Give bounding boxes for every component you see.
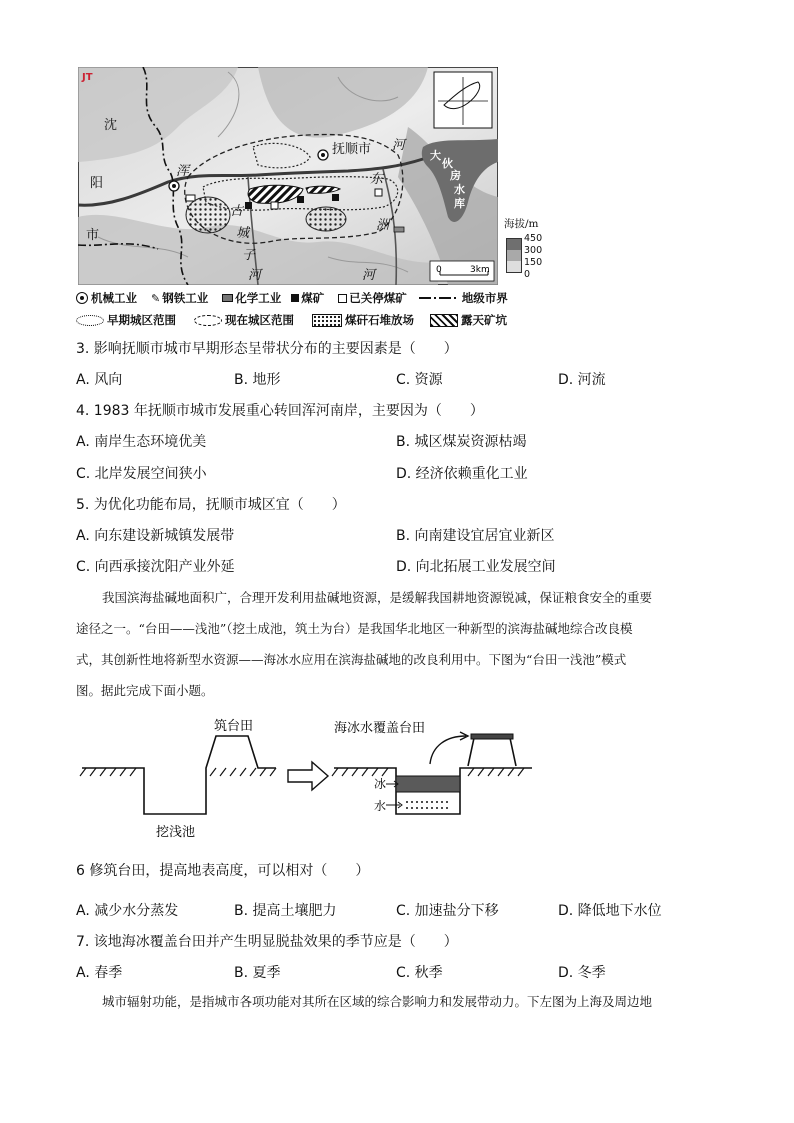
tai-tian-diagram [76, 716, 536, 842]
q6-option-a[interactable]: A. 减少水分蒸发 [76, 903, 179, 919]
q7-option-c[interactable]: C. 秋季 [396, 965, 443, 981]
legend-early-urban: 早期城区范围 [107, 313, 176, 327]
machinery-legend-icon [76, 292, 88, 304]
q3-option-c[interactable]: C. 资源 [396, 372, 443, 388]
current-urban-legend-icon [194, 315, 222, 326]
label-shui: 水 [374, 799, 387, 813]
label-he-1: 河 [392, 138, 406, 153]
q5-option-d[interactable]: D. 向北拓展工业发展空间 [396, 559, 556, 575]
question-7-stem: 7. 该地海冰覆盖台田并产生明显脱盐效果的季节应是（ ） [76, 934, 458, 950]
label-fushun: 抚顺市 [332, 142, 372, 157]
q5-option-b[interactable]: B. 向南建设宜居宜业新区 [396, 528, 555, 544]
map-legend-row1 [76, 290, 508, 306]
coal-mine-icon-2 [297, 196, 304, 203]
q4-option-c[interactable]: C. 北岸发展空间狭小 [76, 466, 207, 482]
elev-150: 150 [524, 257, 543, 268]
legend-machinery: 机械工业 [91, 291, 137, 305]
q5-option-a[interactable]: A. 向东建设新城镇发展带 [76, 528, 235, 544]
elev-0: 0 [524, 269, 531, 280]
coal-mine-legend-icon [291, 294, 299, 302]
legend-current-urban: 现在城区范围 [225, 313, 295, 327]
label-he-3: 河 [248, 268, 262, 283]
q7-option-b[interactable]: B. 夏季 [234, 965, 281, 981]
gangue-legend-icon [312, 314, 342, 327]
ice-layer [396, 776, 460, 792]
q3-option-d[interactable]: D. 河流 [558, 372, 606, 388]
passage-1-line-3: 式，其创新性地将新型水资源——海冰水应用在滨海盐碱地的改良利用中。下图为“台田一浅池”模式 [76, 652, 627, 667]
q4-option-d[interactable]: D. 经济依赖重化工业 [396, 466, 528, 482]
passage-1-line-2: 途径之一。“台田——浅池”（挖土成池，筑土为台）是我国华北地区一种新型的滨海盐碱地综合改良模 [76, 621, 633, 636]
ice-cover-on-platform [471, 734, 513, 739]
coal-mine-icon-1 [245, 202, 252, 209]
chemical-legend-icon [222, 294, 233, 302]
closed-mine-icon-1 [271, 202, 278, 209]
q4-option-b[interactable]: B. 城区煤炭资源枯竭 [396, 434, 527, 450]
legend-open-pit: 露天矿坑 [461, 313, 508, 327]
diagram-svg [76, 716, 536, 842]
label-ku: 库 [454, 197, 465, 210]
label-hun: 浑 [176, 164, 190, 179]
fushun-map [78, 67, 498, 285]
label-da: 大 [430, 149, 441, 162]
gangue-dump-east [306, 207, 346, 231]
elev-450: 450 [524, 233, 543, 244]
passage-1-line-1: 我国滨海盐碱地面积广，合理开发利用盐碱地资源，是缓解我国耕地资源锐减，保证粮食安全的重要 [102, 590, 653, 605]
gangue-dump-west [186, 197, 230, 233]
label-yang: 阳 [90, 176, 104, 191]
question-5-stem: 5. 为优化功能布局，抚顺市城区宜（ ） [76, 497, 346, 513]
passage-2 [76, 986, 726, 1017]
q3-option-a[interactable]: A. 风向 [76, 372, 123, 388]
label-hai-bing: 海冰水覆盖台田 [334, 721, 426, 736]
q4-option-a[interactable]: A. 南岸生态环境优美 [76, 434, 207, 450]
q6-option-c[interactable]: C. 加速盐分下移 [396, 903, 499, 919]
passage-1 [76, 582, 726, 706]
closed-mine-legend-icon [338, 294, 347, 303]
elevation-title: 海拔/m [504, 218, 539, 230]
steel-legend-icon: ✎ [151, 291, 161, 305]
legend-closed-mine: 已关停煤矿 [349, 291, 407, 305]
label-huo: 伙 [442, 157, 453, 170]
label-dong: 东 [370, 172, 384, 187]
label-gu: 古 [230, 204, 244, 219]
transform-arrow-icon [288, 762, 328, 790]
label-bing: 冰 [374, 777, 387, 791]
scale-zero: 0 [436, 265, 442, 275]
question-3-stem: 3. 影响抚顺市城市早期形态呈带状分布的主要因素是（ ） [76, 341, 458, 357]
question-4-stem: 4. 1983 年抚顺市城市发展重心转回浑河南岸，主要因为（ ） [76, 403, 484, 419]
machinery-industry-icon [318, 150, 328, 160]
chemical-industry-icon [394, 227, 404, 232]
label-zhu-tai-tian: 筑台田 [214, 719, 254, 734]
inset-locator [434, 72, 492, 128]
boundary-legend-icon [419, 297, 459, 299]
label-he-2: 河 [362, 268, 376, 283]
question-6-stem: 6 修筑台田，提高地表高度，可以相对（ ） [76, 863, 370, 879]
steel-industry-icon [186, 195, 195, 201]
label-shui: 水 [454, 183, 465, 196]
label-zhou: 洲 [376, 218, 390, 233]
q6-option-b[interactable]: B. 提高土壤肥力 [234, 903, 337, 919]
legend-coal-mine: 煤矿 [301, 291, 325, 305]
corner-mark: JT [82, 72, 93, 83]
label-cheng: 城 [236, 226, 250, 241]
map-legend-row2 [76, 312, 507, 328]
q5-option-c[interactable]: C. 向西承接沈阳产业外延 [76, 559, 235, 575]
map-svg [78, 67, 498, 285]
label-zi: 子 [242, 248, 256, 263]
q6-option-d[interactable]: D. 降低地下水位 [558, 903, 662, 919]
scale-bar [430, 261, 494, 281]
elev-300: 300 [524, 245, 543, 256]
label-shen: 沈 [104, 118, 118, 133]
early-urban-legend-icon [76, 315, 104, 326]
legend-steel: 钢铁工业 [162, 291, 209, 305]
elevation-legend [504, 216, 564, 286]
closed-mine-icon-2 [375, 189, 382, 196]
coal-mine-icon-3 [332, 194, 339, 201]
legend-city-boundary: 地级市界 [461, 291, 508, 305]
label-fang: 房 [450, 169, 461, 182]
label-shi: 市 [86, 228, 100, 243]
q7-option-d[interactable]: D. 冬季 [558, 965, 606, 981]
passage-1-line-4: 图。据此完成下面小题。 [76, 683, 214, 698]
passage-2-line-1: 城市辐射功能，是指城市各项功能对其所在区域的综合影响力和发展带动力。下左图为上海及周边地 [102, 994, 653, 1009]
scale-distance: 3km [470, 265, 490, 275]
legend-gangue: 煤矸石堆放场 [345, 313, 415, 327]
q3-option-b[interactable]: B. 地形 [234, 372, 281, 388]
open-pit-legend-icon [430, 314, 458, 327]
label-wa-qian-chi: 挖浅池 [156, 825, 196, 840]
legend-chemical: 化学工业 [235, 291, 282, 305]
machinery-industry-icon-2 [169, 181, 179, 191]
q7-option-a[interactable]: A. 春季 [76, 965, 123, 981]
